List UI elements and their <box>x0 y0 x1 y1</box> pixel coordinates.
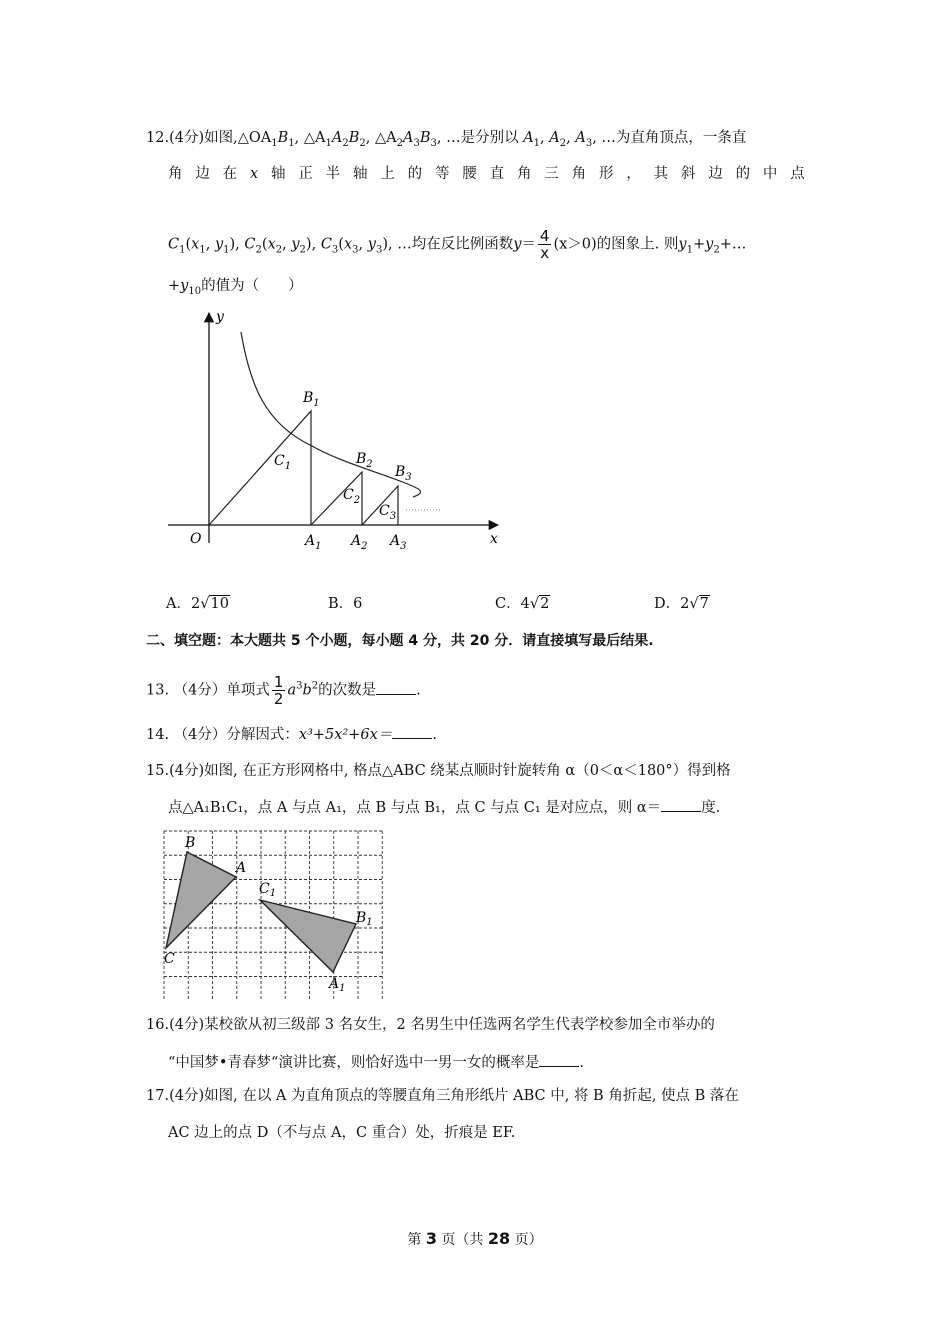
q12-line2-char: 三 <box>544 166 559 182</box>
q12-line2-char: 在 <box>222 166 238 182</box>
q12-text: (x＞0)的图象上. 则 <box>553 236 679 253</box>
label-B1: $B_1$ <box>303 390 320 409</box>
q12-number: 12. <box>146 130 170 146</box>
q16-score: (4分) <box>169 1017 205 1033</box>
q12-line2-char: 上 <box>380 166 395 182</box>
label-C2: $C_2$ <box>343 487 361 506</box>
label-B3: $B_3$ <box>395 464 412 483</box>
page-footer: 第 3 页（共 28 页） <box>407 1229 543 1248</box>
q12-line2-char: 等 <box>434 166 450 182</box>
q14-score: （4分） <box>173 727 227 743</box>
label-A2: $A_2$ <box>351 533 368 552</box>
q12-line2-char: 半 <box>325 166 341 182</box>
label-A1: $A_1$ <box>329 976 346 994</box>
q12-line3: $C_1(x_1$, $y_1$), $C_2(x_2$, $y_2$), $C_3(x_3$, $y_3$), …均在反比例函数y＝ $\frac{4}{x}$ (x＞0)的图象上. 则$y_1+y_2+\dots$ <box>168 227 747 262</box>
q14-expression: x³+5x²+6x＝ <box>298 727 393 743</box>
q12-option-b[interactable]: B．6 <box>328 596 363 612</box>
fraction-1-over-2: $\frac{1}{2}$ <box>273 673 284 708</box>
q12-line2-char: 直 <box>489 166 505 182</box>
triangle-2: $\triangle A_1A_2B_2$ <box>303 130 366 149</box>
q12-line4: $+y_{10}$的值为（ ） <box>168 278 303 297</box>
label-C1: $C_1$ <box>274 453 292 472</box>
label-C: C <box>164 951 175 967</box>
triangle-A1B1C1 <box>260 900 356 972</box>
q12-line2-char: x <box>249 166 259 182</box>
q12-line2-char: 其 <box>653 166 669 182</box>
label-O: O <box>190 531 202 547</box>
q12-line2-char: 斜 <box>680 166 696 182</box>
q12-text: …均在反比例函数 <box>397 236 514 253</box>
label-A: A <box>236 860 247 876</box>
q12-line2-char: 轴 <box>271 166 286 182</box>
q12-option-c[interactable]: C．4√2 <box>495 596 550 612</box>
label-B2: $B_2$ <box>356 451 373 470</box>
q17-score: (4分) <box>169 1088 205 1104</box>
q12-line2-char: 角 <box>516 166 532 182</box>
q13-score: （4分） <box>173 682 227 699</box>
q14-answer-blank[interactable] <box>392 724 432 739</box>
q12-text: …为直角顶点，一条直 <box>601 130 747 146</box>
label-B: B <box>185 835 196 851</box>
fraction-4-over-x: $\frac{4}{x}$ <box>539 227 550 262</box>
label-x: x <box>490 531 498 547</box>
q12-option-d[interactable]: D．2√7 <box>654 596 709 612</box>
q12-line2-char: 中 <box>762 166 778 182</box>
q12-line2-char: 轴 <box>352 166 368 182</box>
q12-line2-char: ， <box>626 166 641 182</box>
q12-text: 的值为（ ） <box>201 278 303 294</box>
q15-number: 15. <box>146 763 170 779</box>
triangle-ABC <box>166 852 236 948</box>
q13-number: 13. <box>146 682 170 699</box>
q15-answer-blank[interactable] <box>661 797 701 812</box>
label-y: y <box>216 309 224 325</box>
current-page: 3 <box>425 1229 437 1248</box>
q16-number: 16. <box>146 1017 170 1033</box>
sqrt-10: √10 <box>200 596 229 612</box>
q12-line1: 12.(4分)如图$,\triangle OA_1B_1$, $\triangle A_1A_2B_2$, $\triangle A_2A_3B_3$, …是分别以 $A_1$, $A_2$, $A_3$, …为直角顶点，一条直 <box>146 130 747 149</box>
q12-line2-char: 点 <box>790 166 805 182</box>
q17-line2: AC 边上的点 D（不与点 A，C 重合）处，折痕是 EF. <box>168 1125 516 1141</box>
q16-line1: 16.(4分)某校欲从初三级部 3 名女生，2 名男生中任选两名学生代表学校参加全市举办的 <box>146 1017 715 1033</box>
q15-grid-figure <box>163 830 383 1000</box>
q12-option-a[interactable]: A．2√10 <box>166 596 229 612</box>
q13-answer-blank[interactable] <box>376 680 416 695</box>
total-pages: 28 <box>487 1229 511 1248</box>
q12-line2-char: 边 <box>708 166 723 182</box>
triangle-1: $\triangle OA_1B_1$ <box>237 130 295 149</box>
q12-line2 <box>168 164 805 184</box>
sqrt-7: √7 <box>689 596 709 612</box>
q17-number: 17. <box>146 1088 170 1104</box>
sqrt-2: √2 <box>529 596 550 612</box>
q15-score: (4分) <box>169 763 205 779</box>
triangle-3: $\triangle A_2A_3B_3$ <box>374 130 437 149</box>
label-A3: $A_3$ <box>390 533 407 552</box>
q12-graph <box>160 305 510 555</box>
q12-line2-char: 正 <box>298 166 313 182</box>
q17-line1: 17.(4分)如图, 在以 A 为直角顶点的等腰直角三角形纸片 ABC 中, 将 B 角折起, 使点 B 落在 <box>146 1088 739 1104</box>
q13-line: 13. （4分）单项式 $\frac{1}{2}$ $a^3b^2$的次数是 . <box>146 673 421 708</box>
label-C3: $C_3$ <box>379 503 397 522</box>
q12-line2-char: 腰 <box>462 166 477 182</box>
q12-score: (4分) <box>169 130 205 146</box>
q16-line2: “中国梦•青春梦“演讲比赛，则恰好选中一男一女的概率是 . <box>168 1052 584 1073</box>
q15-line2: 点△A₁B₁C₁，点 A 与点 A₁，点 B 与点 B₁，点 C 与点 C₁ 是对应点，则 α＝ 度. <box>168 797 720 818</box>
q14-number: 14. <box>146 727 170 743</box>
triangle-OA1B1 <box>209 411 311 525</box>
section-2-heading: 二、填空题：本大题共 5 个小题，每小题 4 分，共 20 分．请直接填写最后结果. <box>146 633 654 649</box>
hyperbola-curve <box>241 332 421 497</box>
q12-line2-char: 形 <box>598 166 614 182</box>
q12-text: …是分别以 <box>446 130 519 146</box>
label-C1: $C_1$ <box>259 881 277 899</box>
q16-answer-blank[interactable] <box>539 1052 579 1067</box>
q12-line2-char: 角 <box>168 166 183 182</box>
q12-line2-char: 角 <box>571 166 587 182</box>
q12-line2-char: 的 <box>735 166 751 182</box>
q12-text: 如图, <box>204 130 238 146</box>
q12-line2-char: 的 <box>407 166 423 182</box>
label-A1: $A_1$ <box>305 533 322 552</box>
q14-line: 14. （4分）分解因式：x³+5x²+6x＝ . <box>146 724 437 745</box>
q12-line2-char: 边 <box>195 166 210 182</box>
q15-line1: 15.(4分)如图, 在正方形网格中, 格点△ABC 绕某点顺时针旋转角 α（0＜α＜180°）得到格 <box>146 763 731 779</box>
label-B1: $B_1$ <box>356 910 373 928</box>
